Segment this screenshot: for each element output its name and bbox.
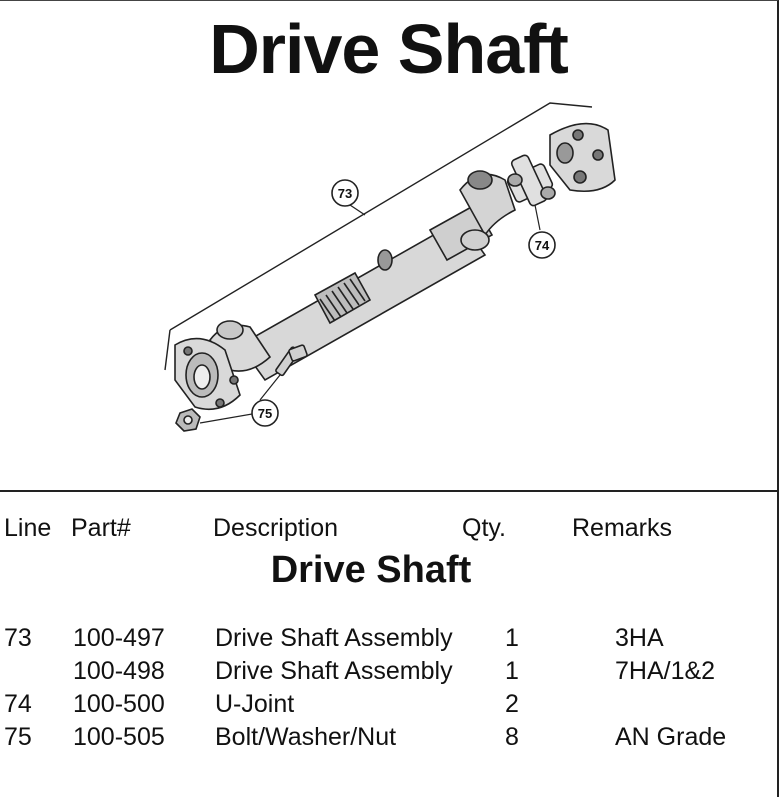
cell-description: Drive Shaft Assembly [215,624,453,652]
section-title: Drive Shaft [270,549,472,591]
cell-remarks: AN Grade [615,723,727,751]
section-divider [0,490,779,492]
header-qty: Qty. [462,514,506,542]
header-description: Description [213,514,339,542]
cell-line: 75 [4,723,32,751]
table-row [0,655,777,687]
header-line: Line [4,514,52,542]
callout-73: 73 [337,186,353,201]
table-row [0,721,777,753]
cell-remarks: 7HA/1&2 [615,657,716,685]
cell-qty: 1 [505,657,519,685]
cell-line: 73 [4,624,32,652]
header-part: Part# [71,514,131,542]
cell-qty: 1 [505,624,519,652]
page-title: Drive Shaft [209,10,568,88]
header-remarks: Remarks [572,514,673,542]
cell-description: Bolt/Washer/Nut [215,723,397,751]
cell-line: 74 [4,690,32,718]
cell-description: U-Joint [215,690,295,718]
callout-75: 75 [257,406,273,421]
table-row [0,688,777,720]
cell-part: 100-498 [73,657,165,685]
cell-qty: 2 [505,690,519,718]
drive-shaft-illustration [130,95,630,465]
callout-74: 74 [534,238,550,253]
cell-qty: 8 [505,723,519,751]
cell-part: 100-505 [73,723,165,751]
cell-part: 100-500 [73,690,165,718]
cell-description: Drive Shaft Assembly [215,657,453,685]
cell-part: 100-497 [73,624,165,652]
table-row [0,622,777,654]
cell-remarks: 3HA [615,624,664,652]
